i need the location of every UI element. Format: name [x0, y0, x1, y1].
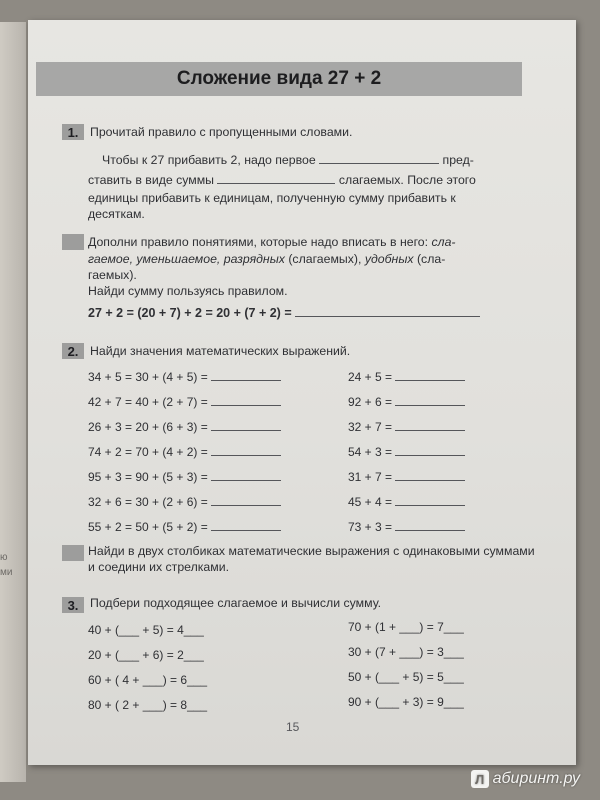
expression-text: 24 + 5 =: [348, 370, 393, 384]
expression-row: [348, 620, 464, 634]
task-number: 3.: [62, 597, 84, 613]
answer-blank[interactable]: [395, 445, 465, 456]
rule-line-3: единицы прибавить к единицам, полученную сумму прибавить к: [88, 191, 456, 205]
expression-text: 73 + 3 =: [348, 520, 393, 534]
expression-text: 54 + 3 =: [348, 445, 393, 459]
expression-row: [88, 648, 204, 662]
answer-blank[interactable]: [395, 520, 465, 531]
expression-row: [348, 495, 465, 509]
task-header: Подбери подходящее слагаемое и вычисли сумму.: [90, 596, 382, 610]
expression-text: 45 + 4 =: [348, 495, 393, 509]
expression-text: 30 + (7 + ___) = 3___: [348, 645, 464, 659]
expression-text: 40 + (___ + 5) = 4___: [88, 623, 204, 637]
page-number: 15: [286, 720, 300, 734]
subtask-marker: [62, 545, 84, 561]
expression-text: 32 + 7 =: [348, 420, 393, 434]
rule-line-4: десяткам.: [88, 207, 145, 221]
expression-row: [348, 520, 465, 534]
answer-blank[interactable]: [211, 420, 281, 431]
expression-row: [88, 420, 281, 434]
page-title: Сложение вида 27 + 2: [176, 68, 382, 89]
rule-formula: 27 + 2 = (20 + 7) + 2 = 20 + (7 + 2) =: [88, 306, 480, 320]
task-header: Найди значения математических выражений.: [90, 344, 351, 358]
expression-row: [348, 470, 465, 484]
expression-text: 90 + (___ + 3) = 9___: [348, 695, 464, 709]
expression-row: [348, 670, 464, 684]
subtask-marker: [62, 234, 84, 250]
expression-text: 70 + (1 + ___) = 7___: [348, 620, 464, 634]
expression-text: 34 + 5 = 30 + (4 + 5) =: [88, 370, 208, 384]
expression-row: [88, 698, 207, 712]
expression-row: [348, 395, 465, 409]
expression-text: 80 + ( 2 + ___) = 8___: [88, 698, 208, 712]
expression-row: [348, 420, 465, 434]
subtask-text: Найди в двух столбиках математические выражения с одинаковыми суммами и соедини их стрелками.: [88, 544, 535, 574]
rule-line-1: Чтобы к 27 прибавить 2, надо первое пред-: [102, 153, 474, 167]
expression-text: 31 + 7 =: [348, 470, 393, 484]
expression-row: [88, 623, 204, 637]
answer-blank[interactable]: [211, 470, 281, 481]
task-header: Прочитай правило с пропущенными словами.: [90, 125, 353, 139]
expression-text: 74 + 2 = 70 + (4 + 2) =: [88, 445, 208, 459]
answer-blank[interactable]: [211, 395, 281, 406]
expression-row: [348, 370, 465, 384]
adjacent-page-edge: [0, 22, 26, 782]
expression-text: 60 + ( 4 + ___) = 6___: [88, 673, 208, 687]
expression-row: [88, 470, 281, 484]
answer-blank[interactable]: [211, 445, 281, 456]
watermark-text: абиринт.ру: [492, 770, 580, 787]
expression-row: [88, 673, 207, 687]
title-bar: [36, 62, 522, 96]
expression-text: 55 + 2 = 50 + (5 + 2) =: [88, 520, 208, 534]
answer-blank[interactable]: [395, 495, 465, 506]
adjacent-page-fragment: ми: [0, 567, 13, 578]
expression-row: [88, 445, 281, 459]
expression-row: [348, 445, 465, 459]
rule-line-2: ставить в виде суммы слагаемых. После этого: [88, 173, 476, 187]
expression-row: [348, 645, 464, 659]
subtask-line-4: Найди сумму пользуясь правилом.: [88, 284, 288, 298]
expression-text: 20 + (___ + 6) = 2___: [88, 648, 204, 662]
task-number: 2.: [62, 343, 84, 359]
expression-text: 32 + 6 = 30 + (2 + 6) =: [88, 495, 208, 509]
expression-row: [348, 695, 464, 709]
watermark: [471, 770, 580, 788]
subtask-line-1: Дополни правило понятиями, которые надо вписать в него: сла-: [88, 235, 456, 249]
expression-text: 26 + 3 = 20 + (6 + 3) =: [88, 420, 208, 434]
expression-row: [88, 395, 281, 409]
answer-blank[interactable]: [395, 420, 465, 431]
answer-blank[interactable]: [395, 470, 465, 481]
expression-text: 95 + 3 = 90 + (5 + 3) =: [88, 470, 208, 484]
expression-text: 92 + 6 =: [348, 395, 393, 409]
answer-blank[interactable]: [395, 370, 465, 381]
answer-blank[interactable]: [395, 395, 465, 406]
answer-blank[interactable]: [211, 495, 281, 506]
expression-text: 50 + (___ + 5) = 5___: [348, 670, 464, 684]
subtask-line-3: гаемых).: [88, 268, 137, 282]
expression-text: 42 + 7 = 40 + (2 + 7) =: [88, 395, 208, 409]
answer-blank[interactable]: [211, 370, 281, 381]
labirint-logo-icon: Л: [471, 770, 489, 788]
expression-row: [88, 520, 281, 534]
expression-row: [88, 495, 281, 509]
subtask-line-2: гаемое, уменьшаемое, разрядных (слагаемых), удобных (сла-: [88, 252, 446, 266]
task-number: 1.: [62, 124, 84, 140]
answer-blank[interactable]: [211, 520, 281, 531]
adjacent-page-fragment: ю: [0, 552, 8, 563]
expression-row: [88, 370, 281, 384]
